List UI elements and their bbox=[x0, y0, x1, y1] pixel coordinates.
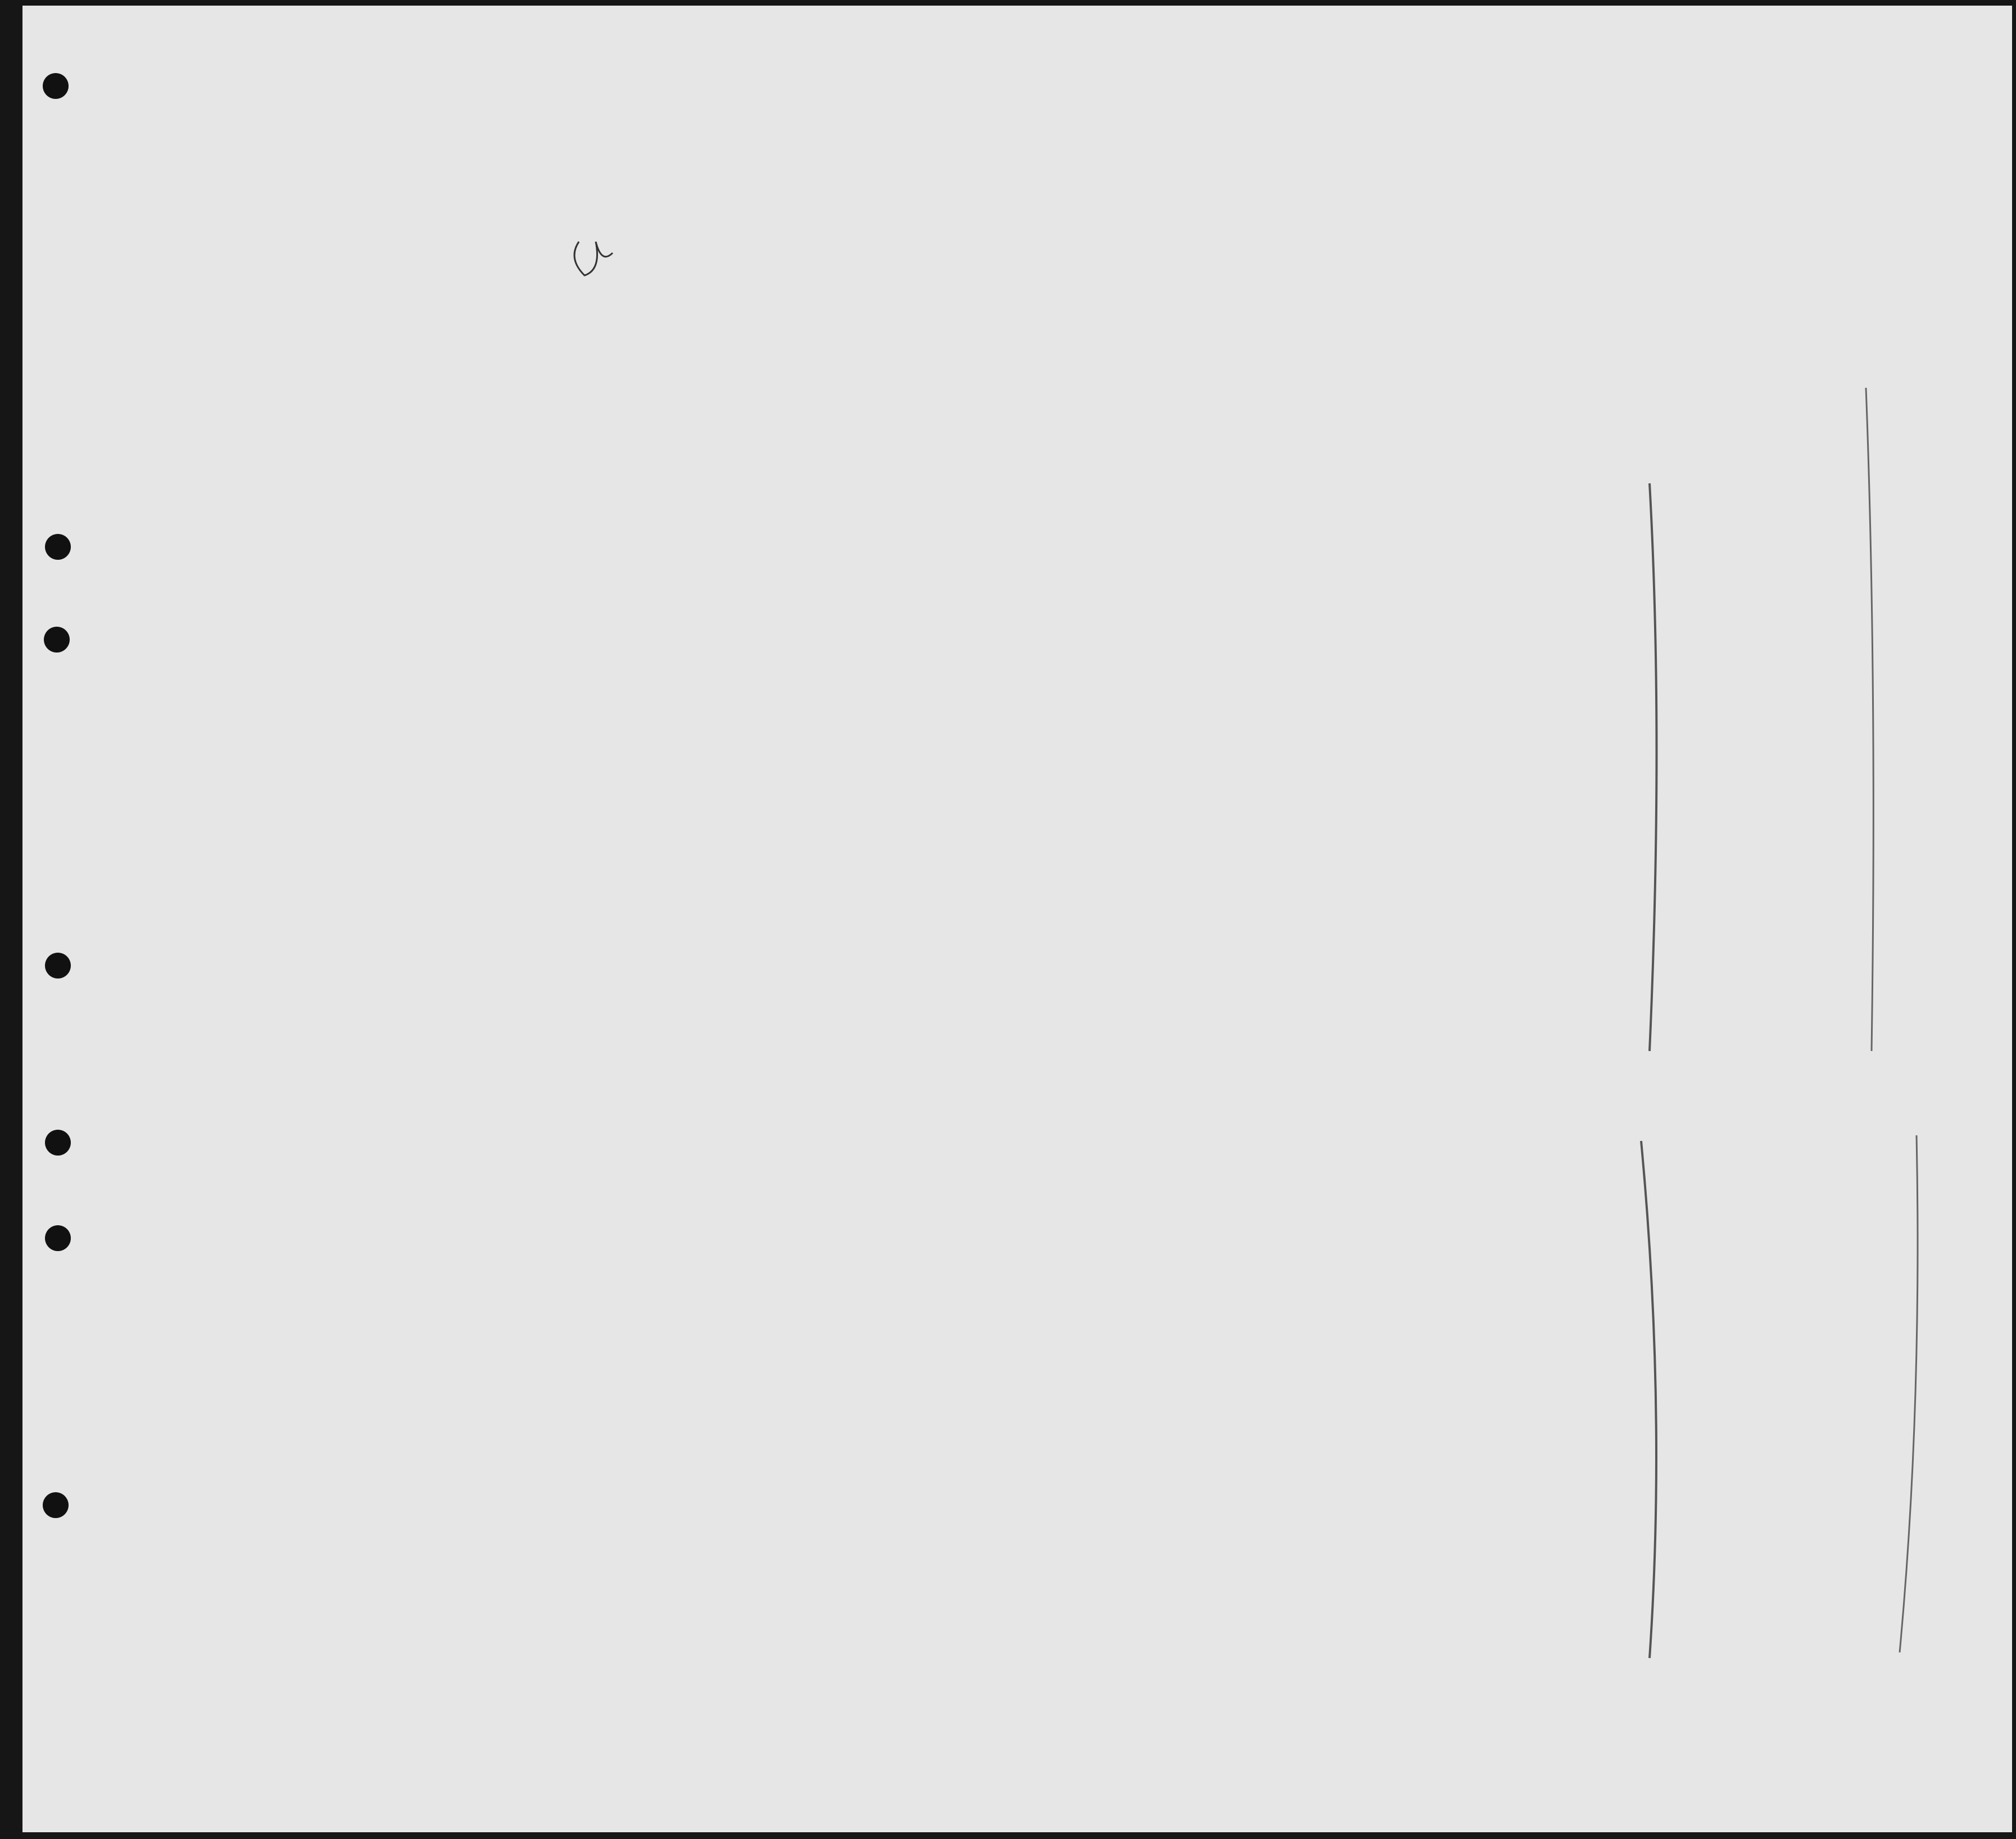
table-grid bbox=[22, 6, 2012, 1832]
manifest-sheet bbox=[22, 6, 2012, 1832]
